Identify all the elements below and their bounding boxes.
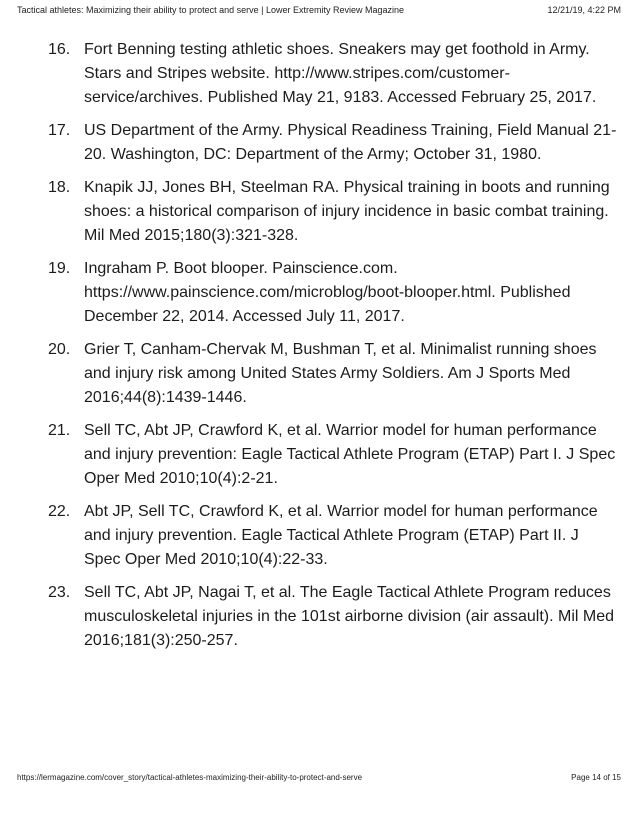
reference-item xyxy=(48,500,618,572)
print-footer xyxy=(17,773,621,787)
reference-text: Sell TC, Abt JP, Crawford K, et al. Warrior model for human performance and injury prevention: Eagle Tactical Athlete Program (ETAP) Part I. J Spec Oper Med 2010;10(4):2-21. xyxy=(84,422,616,487)
reference-number: 20. xyxy=(48,341,71,358)
page-url: https://lermagazine.com/cover_story/tactical-athletes-maximizing-their-ability-to-protect-and-serve xyxy=(17,773,363,782)
reference-item xyxy=(48,257,618,329)
reference-text: Grier T, Canham-Chervak M, Bushman T, et al. Minimalist running shoes and injury risk among United States Army Soldiers. Am J Sports Med 2016;44(8):1439-1446. xyxy=(84,341,597,406)
reference-text: Abt JP, Sell TC, Crawford K, et al. Warrior model for human performance and injury prevention. Eagle Tactical Athlete Program (ETAP) Part II. J Spec Oper Med 2010;10(4):22-33. xyxy=(84,503,598,568)
reference-item xyxy=(48,176,618,248)
page-title: Tactical athletes: Maximizing their ability to protect and serve | Lower Extremity Review Magazine xyxy=(17,5,404,15)
page-number: Page 14 of 15 xyxy=(571,773,621,782)
reference-item xyxy=(48,419,618,491)
reference-text: Knapik JJ, Jones BH, Steelman RA. Physical training in boots and running shoes: a historical comparison of injury incidence in basic combat training. Mil Med 2015;180(3):321-328. xyxy=(84,179,610,244)
reference-list xyxy=(48,38,618,653)
reference-number: 21. xyxy=(48,422,71,439)
reference-number: 17. xyxy=(48,122,71,139)
reference-number: 18. xyxy=(48,179,71,196)
print-header xyxy=(17,5,621,19)
reference-text: US Department of the Army. Physical Readiness Training, Field Manual 21-20. Washington, DC: Department of the Army; October 31, 1980. xyxy=(84,122,617,163)
reference-text: Ingraham P. Boot blooper. Painscience.com. https://www.painscience.com/microblog/boot-blooper.html. Published December 22, 2014. Accessed July 11, 2017. xyxy=(84,260,571,325)
reference-text: Fort Benning testing athletic shoes. Sneakers may get foothold in Army. Stars and Stripes website. http://www.stripes.com/customer-service/archives. Published May 21, 9183. Accessed February 25, 2017. xyxy=(84,41,597,106)
reference-number: 19. xyxy=(48,260,71,277)
reference-number: 23. xyxy=(48,584,71,601)
print-datetime: 12/21/19, 4:22 PM xyxy=(547,5,621,15)
reference-number: 22. xyxy=(48,503,71,520)
reference-item xyxy=(48,38,618,110)
reference-item xyxy=(48,338,618,410)
reference-number: 16. xyxy=(48,41,71,58)
reference-item xyxy=(48,119,618,167)
reference-text: Sell TC, Abt JP, Nagai T, et al. The Eagle Tactical Athlete Program reduces musculoskeletal injuries in the 101st airborne division (air assault). Mil Med 2016;181(3):250-257. xyxy=(84,584,615,649)
reference-item xyxy=(48,581,618,653)
